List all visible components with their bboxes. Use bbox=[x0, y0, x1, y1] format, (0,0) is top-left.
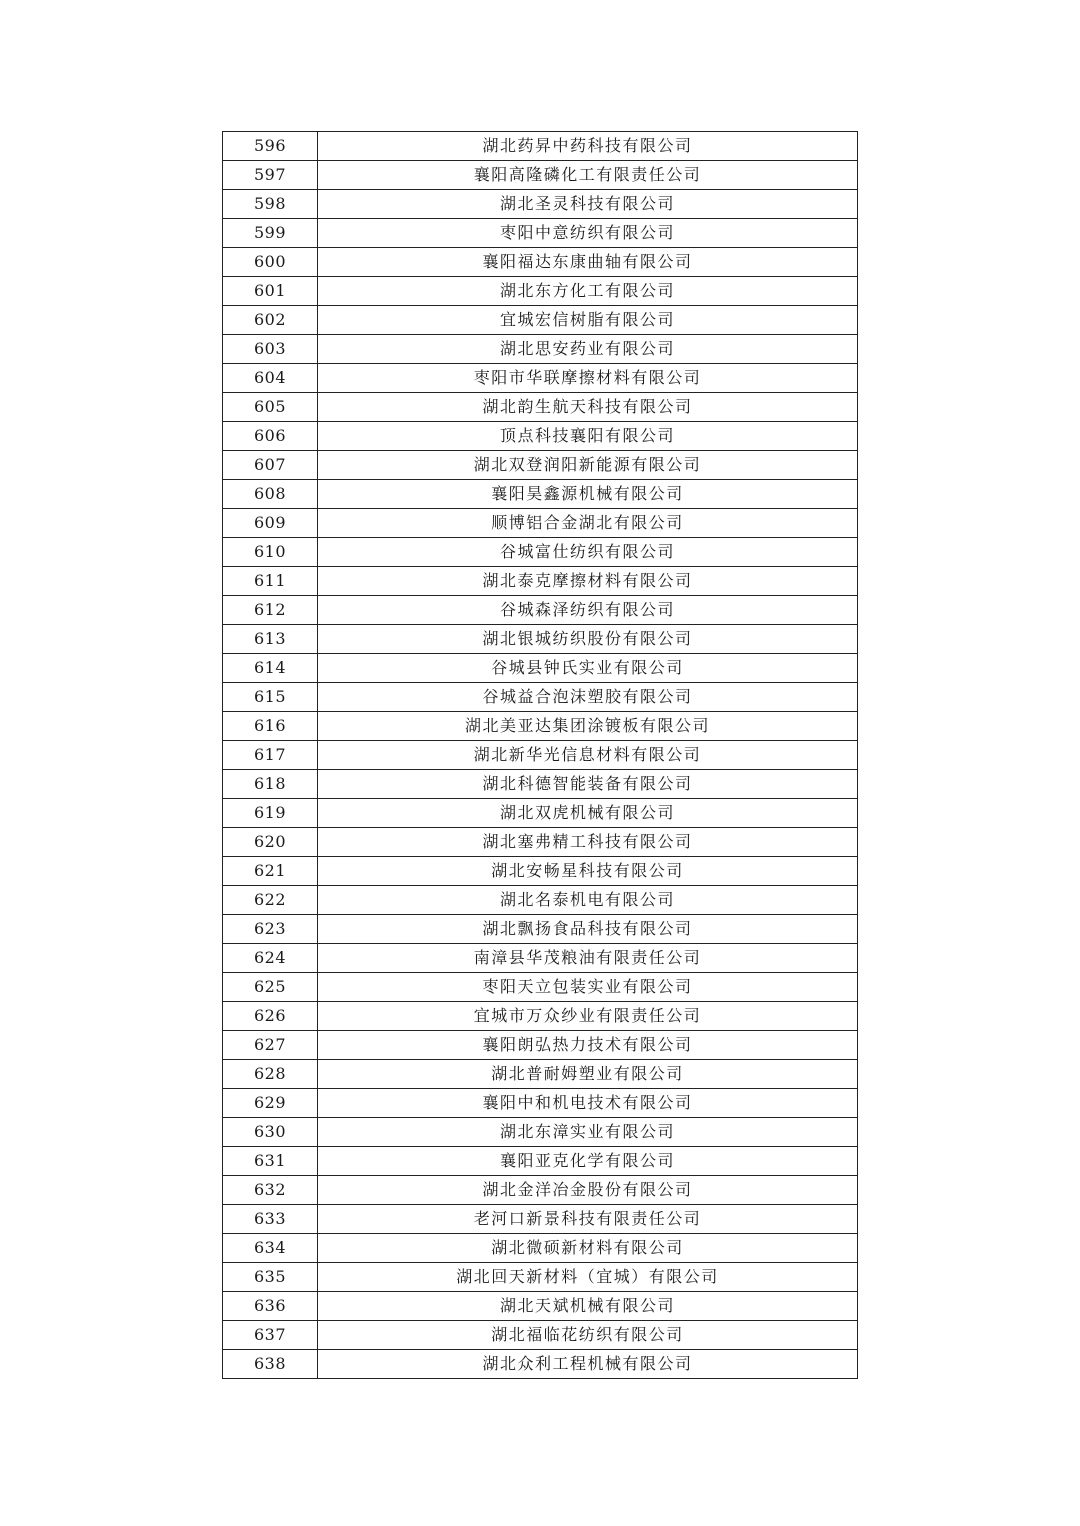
table-row bbox=[223, 161, 858, 190]
table-row bbox=[223, 857, 858, 886]
row-number-cell: 623 bbox=[223, 915, 318, 944]
table-row bbox=[223, 248, 858, 277]
table-row bbox=[223, 1118, 858, 1147]
row-number-cell: 603 bbox=[223, 335, 318, 364]
company-name-cell: 顶点科技襄阳有限公司 bbox=[318, 422, 858, 451]
table-row bbox=[223, 944, 858, 973]
company-name-cell: 湖北塞弗精工科技有限公司 bbox=[318, 828, 858, 857]
company-name-cell: 宜城宏信树脂有限公司 bbox=[318, 306, 858, 335]
company-name-cell: 湖北回天新材料（宜城）有限公司 bbox=[318, 1263, 858, 1292]
company-name-cell: 湖北银城纺织股份有限公司 bbox=[318, 625, 858, 654]
row-number-cell: 613 bbox=[223, 625, 318, 654]
row-number-cell: 628 bbox=[223, 1060, 318, 1089]
table-body bbox=[223, 132, 858, 1379]
row-number-cell: 609 bbox=[223, 509, 318, 538]
table-row bbox=[223, 799, 858, 828]
company-name-cell: 谷城富仕纺织有限公司 bbox=[318, 538, 858, 567]
table-row bbox=[223, 828, 858, 857]
table-row bbox=[223, 480, 858, 509]
table-row bbox=[223, 451, 858, 480]
table-row bbox=[223, 393, 858, 422]
table-row bbox=[223, 190, 858, 219]
company-name-cell: 襄阳亚克化学有限公司 bbox=[318, 1147, 858, 1176]
table-row bbox=[223, 567, 858, 596]
table-row bbox=[223, 1350, 858, 1379]
row-number-cell: 636 bbox=[223, 1292, 318, 1321]
table-row bbox=[223, 625, 858, 654]
company-name-cell: 湖北名泰机电有限公司 bbox=[318, 886, 858, 915]
table-row bbox=[223, 1292, 858, 1321]
table-row bbox=[223, 770, 858, 799]
company-name-cell: 湖北东方化工有限公司 bbox=[318, 277, 858, 306]
company-name-cell: 湖北安畅星科技有限公司 bbox=[318, 857, 858, 886]
table-row bbox=[223, 1089, 858, 1118]
table-row bbox=[223, 538, 858, 567]
table-row bbox=[223, 306, 858, 335]
row-number-cell: 612 bbox=[223, 596, 318, 625]
row-number-cell: 638 bbox=[223, 1350, 318, 1379]
company-name-cell: 湖北双登润阳新能源有限公司 bbox=[318, 451, 858, 480]
company-name-cell: 湖北天斌机械有限公司 bbox=[318, 1292, 858, 1321]
table-row bbox=[223, 1060, 858, 1089]
row-number-cell: 602 bbox=[223, 306, 318, 335]
table-row bbox=[223, 1263, 858, 1292]
row-number-cell: 629 bbox=[223, 1089, 318, 1118]
table-row bbox=[223, 422, 858, 451]
row-number-cell: 610 bbox=[223, 538, 318, 567]
company-name-cell: 襄阳中和机电技术有限公司 bbox=[318, 1089, 858, 1118]
company-name-cell: 宜城市万众纱业有限责任公司 bbox=[318, 1002, 858, 1031]
company-name-cell: 襄阳福达东康曲轴有限公司 bbox=[318, 248, 858, 277]
row-number-cell: 630 bbox=[223, 1118, 318, 1147]
company-name-cell: 襄阳朗弘热力技术有限公司 bbox=[318, 1031, 858, 1060]
table-row bbox=[223, 596, 858, 625]
company-name-cell: 枣阳中意纺织有限公司 bbox=[318, 219, 858, 248]
table-row bbox=[223, 1234, 858, 1263]
table-row bbox=[223, 219, 858, 248]
table-row bbox=[223, 741, 858, 770]
row-number-cell: 622 bbox=[223, 886, 318, 915]
company-name-cell: 湖北圣灵科技有限公司 bbox=[318, 190, 858, 219]
row-number-cell: 616 bbox=[223, 712, 318, 741]
row-number-cell: 627 bbox=[223, 1031, 318, 1060]
company-name-cell: 枣阳市华联摩擦材料有限公司 bbox=[318, 364, 858, 393]
company-list-table bbox=[222, 131, 858, 1379]
row-number-cell: 608 bbox=[223, 480, 318, 509]
row-number-cell: 625 bbox=[223, 973, 318, 1002]
company-name-cell: 湖北福临花纺织有限公司 bbox=[318, 1321, 858, 1350]
table-row bbox=[223, 683, 858, 712]
company-name-cell: 湖北众利工程机械有限公司 bbox=[318, 1350, 858, 1379]
row-number-cell: 632 bbox=[223, 1176, 318, 1205]
row-number-cell: 601 bbox=[223, 277, 318, 306]
table-row bbox=[223, 712, 858, 741]
row-number-cell: 619 bbox=[223, 799, 318, 828]
row-number-cell: 598 bbox=[223, 190, 318, 219]
company-name-cell: 谷城益合泡沫塑胶有限公司 bbox=[318, 683, 858, 712]
company-name-cell: 谷城森泽纺织有限公司 bbox=[318, 596, 858, 625]
row-number-cell: 600 bbox=[223, 248, 318, 277]
company-name-cell: 湖北药昇中药科技有限公司 bbox=[318, 132, 858, 161]
row-number-cell: 599 bbox=[223, 219, 318, 248]
row-number-cell: 621 bbox=[223, 857, 318, 886]
company-name-cell: 顺博铝合金湖北有限公司 bbox=[318, 509, 858, 538]
row-number-cell: 611 bbox=[223, 567, 318, 596]
company-name-cell: 湖北新华光信息材料有限公司 bbox=[318, 741, 858, 770]
table-row bbox=[223, 1031, 858, 1060]
company-name-cell: 湖北普耐姆塑业有限公司 bbox=[318, 1060, 858, 1089]
row-number-cell: 634 bbox=[223, 1234, 318, 1263]
company-name-cell: 南漳县华茂粮油有限责任公司 bbox=[318, 944, 858, 973]
company-name-cell: 湖北韵生航天科技有限公司 bbox=[318, 393, 858, 422]
table-row bbox=[223, 277, 858, 306]
row-number-cell: 631 bbox=[223, 1147, 318, 1176]
row-number-cell: 615 bbox=[223, 683, 318, 712]
row-number-cell: 617 bbox=[223, 741, 318, 770]
table-row bbox=[223, 1002, 858, 1031]
row-number-cell: 597 bbox=[223, 161, 318, 190]
row-number-cell: 606 bbox=[223, 422, 318, 451]
table-row bbox=[223, 1205, 858, 1234]
company-name-cell: 谷城县钟氏实业有限公司 bbox=[318, 654, 858, 683]
company-name-cell: 湖北美亚达集团涂镀板有限公司 bbox=[318, 712, 858, 741]
company-name-cell: 湖北科德智能装备有限公司 bbox=[318, 770, 858, 799]
company-name-cell: 湖北双虎机械有限公司 bbox=[318, 799, 858, 828]
table-row bbox=[223, 886, 858, 915]
company-name-cell: 湖北东漳实业有限公司 bbox=[318, 1118, 858, 1147]
table-row bbox=[223, 364, 858, 393]
table-row bbox=[223, 132, 858, 161]
table-row bbox=[223, 509, 858, 538]
table-row bbox=[223, 1147, 858, 1176]
table-row bbox=[223, 1176, 858, 1205]
company-name-cell: 襄阳高隆磷化工有限责任公司 bbox=[318, 161, 858, 190]
table-row bbox=[223, 915, 858, 944]
company-name-cell: 湖北泰克摩擦材料有限公司 bbox=[318, 567, 858, 596]
company-name-cell: 湖北思安药业有限公司 bbox=[318, 335, 858, 364]
row-number-cell: 607 bbox=[223, 451, 318, 480]
company-name-cell: 湖北金洋冶金股份有限公司 bbox=[318, 1176, 858, 1205]
row-number-cell: 614 bbox=[223, 654, 318, 683]
row-number-cell: 596 bbox=[223, 132, 318, 161]
company-name-cell: 老河口新景科技有限责任公司 bbox=[318, 1205, 858, 1234]
company-name-cell: 湖北飘扬食品科技有限公司 bbox=[318, 915, 858, 944]
table-row bbox=[223, 973, 858, 1002]
row-number-cell: 605 bbox=[223, 393, 318, 422]
company-name-cell: 枣阳天立包装实业有限公司 bbox=[318, 973, 858, 1002]
row-number-cell: 633 bbox=[223, 1205, 318, 1234]
row-number-cell: 604 bbox=[223, 364, 318, 393]
table-row bbox=[223, 1321, 858, 1350]
row-number-cell: 618 bbox=[223, 770, 318, 799]
company-name-cell: 湖北微硕新材料有限公司 bbox=[318, 1234, 858, 1263]
row-number-cell: 635 bbox=[223, 1263, 318, 1292]
row-number-cell: 620 bbox=[223, 828, 318, 857]
row-number-cell: 637 bbox=[223, 1321, 318, 1350]
company-name-cell: 襄阳昊鑫源机械有限公司 bbox=[318, 480, 858, 509]
row-number-cell: 626 bbox=[223, 1002, 318, 1031]
row-number-cell: 624 bbox=[223, 944, 318, 973]
table-row bbox=[223, 335, 858, 364]
table-row bbox=[223, 654, 858, 683]
